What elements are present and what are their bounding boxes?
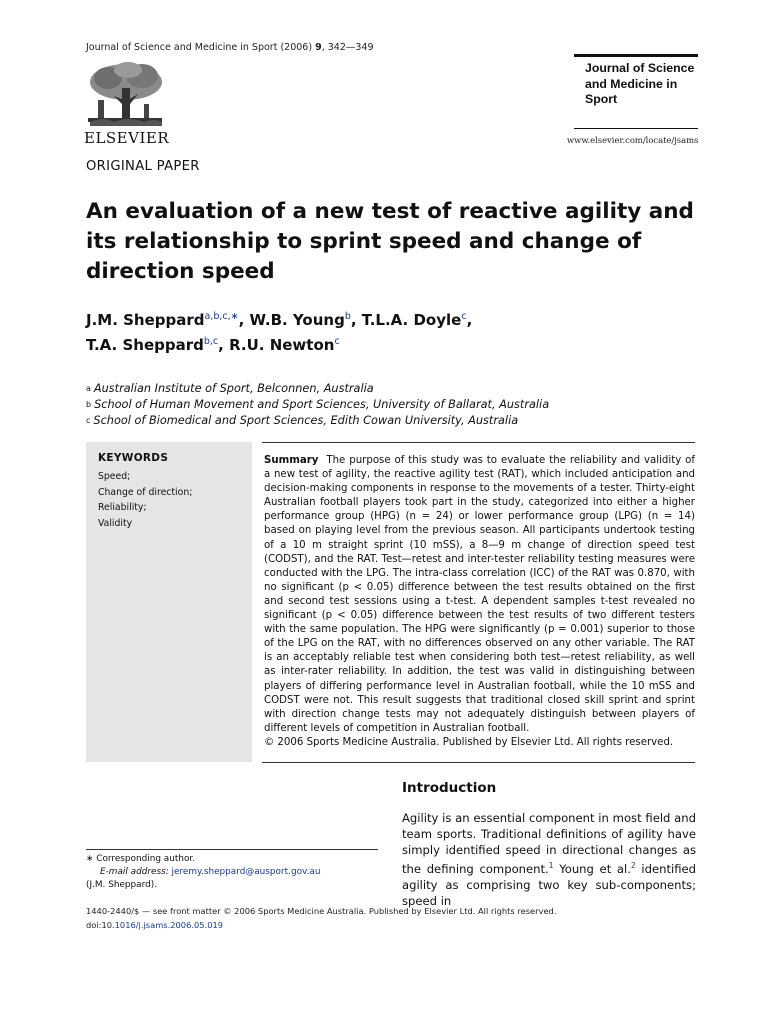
copyright-line: © 2006 Sports Medicine Australia. Published by Elsevier Ltd. All rights reserved. [264, 736, 674, 748]
citation-link[interactable]: 2 [630, 861, 636, 870]
footnote-rule [86, 849, 378, 850]
author-name: R.U. Newton [229, 336, 335, 354]
author-name: T.A. Sheppard [86, 336, 204, 354]
citation-link[interactable]: 1 [548, 861, 554, 870]
footnote-marker: ∗ [86, 854, 94, 864]
introduction-paragraph: Agility is an essential component in most field and team sports. Traditional definitions of agility have simply identified speed in directional changes as the defining component.$^1$ Young et al.$^2$ identified agility as comprising two key sub-components; speed in [402, 811, 697, 908]
doi-line: doi:10.1016/j.jsams.2006.05.019 [86, 920, 224, 930]
affiliation-item: $^a$ Australian Institute of Sport, Belconnen, Australia [86, 382, 374, 395]
abstract-summary [264, 454, 695, 750]
summary-bottom-rule [262, 762, 695, 763]
author-affiliation-marker[interactable]: b,c [203, 336, 219, 347]
summary-top-rule [262, 442, 695, 443]
keywords-heading: KEYWORDS [98, 452, 169, 464]
affiliation-list [86, 381, 549, 429]
journal-reference: Journal of Science and Medicine in Sport (2006) 9, 342—349 [86, 42, 374, 53]
journal-title: Journal of Science and Medicine in Sport [585, 61, 695, 106]
author-list: J.M. Sheppard$^{a,b,c,∗}$, W.B. Young$^b$, T.L.A. Doyle$^c$, T.A. Sheppard$^{b,c}$, R.U. Newton$^c$ [86, 311, 473, 354]
keyword-item: Reliability; [98, 502, 147, 514]
journal-url[interactable]: www.elsevier.com/locate/jsams [567, 135, 699, 145]
summary-heading: Summary [264, 455, 319, 466]
issn-line: 1440-2440/$ — see front matter © 2006 Sports Medicine Australia. Published by Elsevier Ltd. All rights reserved. [86, 906, 557, 916]
doi-link[interactable]: 1016/j.jsams.2006.05.019 [114, 920, 224, 930]
affiliation-item: $^b$ School of Human Movement and Sport Sciences, University of Ballarat, Australia [86, 398, 550, 411]
author-affiliation-marker[interactable]: c [334, 336, 340, 347]
keyword-item: Validity [98, 517, 133, 529]
email-link[interactable]: jeremy.sheppard@ausport.gov.au [171, 867, 321, 877]
corresponding-author-footnote: ∗ Corresponding author. E-mail address: jeremy.sheppard@ausport.gov.au (J.M. Sheppard). [86, 854, 321, 890]
keywords-list [98, 469, 192, 531]
introduction-heading: Introduction [402, 780, 497, 796]
author-affiliation-marker[interactable]: a,b,c,∗ [204, 311, 239, 322]
journal-box-top-rule [574, 54, 698, 57]
author-name: T.L.A. Doyle [361, 311, 462, 329]
author-name: J.M. Sheppard [86, 311, 205, 329]
footnote-author-name: (J.M. Sheppard). [86, 880, 158, 890]
keyword-item: Speed; [98, 471, 131, 482]
paper-type-label: ORIGINAL PAPER [86, 159, 200, 174]
author-affiliation-marker[interactable]: c [461, 311, 467, 322]
author-affiliation-marker[interactable]: b [344, 311, 351, 322]
keyword-item: Change of direction; [98, 486, 193, 498]
email-label: E-mail address: [100, 867, 169, 877]
summary-body: The purpose of this study was to evaluate the reliability and validity of a new test of agility, the reactive agility test (RAT), which included anticipation and decision-making components in response to the movements of a tester. Thirty-eight Australian football players took part in the study, categorized into either a higher performance group (HPG) (n = 24) or lower performance group (LPG) (n = 14) based on playing level from the previous season. All participants undertook testing of a 10 m straight sprint (10 mSS), a 8—9 m change of direction speed test (CODST), and the RAT. Test—retest and inter-tester reliability testing measures were conducted with the LPG. The intra-class correlation (ICC) of the RAT was 0.870, with no significant (p < 0.05) difference between the test results obtained on the first and second test sessions using a t-test. A dependent samples t-test revealed no significant (p < 0.05) difference between the test results of two different testers with the same population. The HPG were significantly (p = 0.001) superior to those of the LPG on the RAT, with no differences observed on any other variable. The RAT is an acceptably reliable test when considering both test—retest reliability, as well as inter-rater reliability. In addition, the test was valid in distinguishing between players of differing performance level in Australian football, while the 10 mSS and CODST were not. This result suggests that traditional closed skill sprint and sprint with direction change tests may not adequately distinguish between players of different levels of competition in Australian football. [264, 455, 695, 734]
journal-box-bottom-rule [574, 128, 698, 129]
affiliation-item: $^c$ School of Biomedical and Sport Sciences, Edith Cowan University, Australia [86, 414, 519, 427]
elsevier-tree-logo [84, 60, 166, 130]
paper-title: An evaluation of a new test of reactive agility and its relationship to sprint speed and change of direction speed [86, 199, 694, 284]
author-name: W.B. Young [249, 311, 345, 329]
publisher-wordmark: ELSEVIER [84, 129, 170, 147]
